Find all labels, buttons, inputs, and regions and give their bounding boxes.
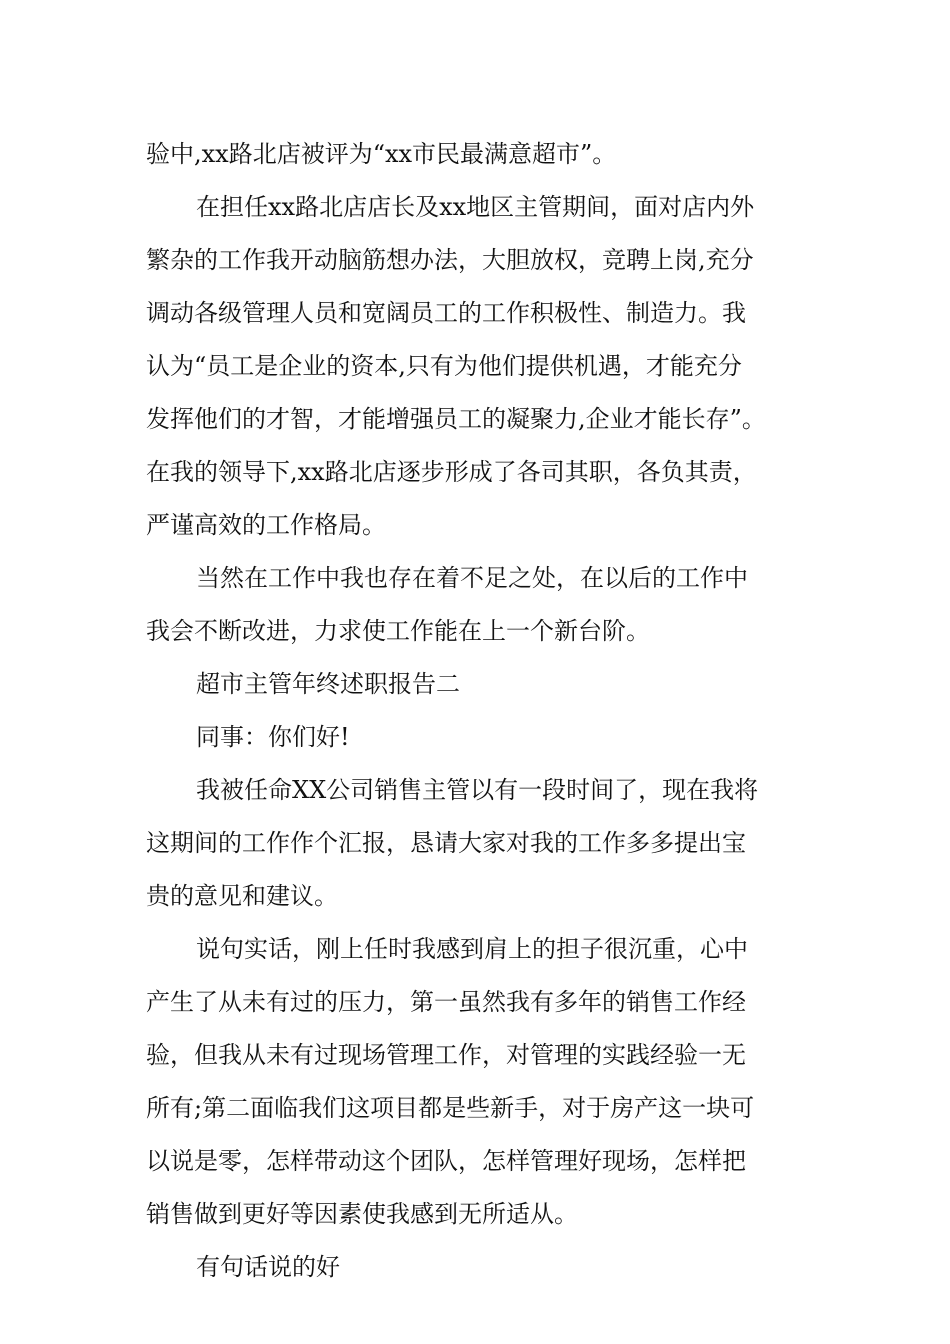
text-line: 这期间的工作作个汇报，恳请大家对我的工作多多提出宝 [146, 829, 746, 857]
text-line: 产生了从未有过的压力，第一虽然我有多年的销售工作经 [146, 988, 746, 1016]
text-line: 有句话说的好 [196, 1253, 340, 1281]
text-line: 我被任命XX公司销售主管以有一段时间了，现在我将 [196, 776, 759, 804]
text-line: 调动各级管理人员和宽阔员工的工作积极性、制造力。我 [146, 299, 746, 327]
text-line: 在我的领导下,xx路北店逐步形成了各司其职，各负其责， [146, 458, 757, 486]
text-line: 以说是零，怎样带动这个团队，怎样管理好现场，怎样把 [146, 1147, 746, 1175]
text-line: 验中,xx路北店被评为“xx市民最满意超市”。 [146, 140, 617, 168]
text-line: 认为“员工是企业的资本,只有为他们提供机遇，才能充分 [146, 352, 742, 380]
text-line: 我会不断改进，力求使工作能在上一个新台阶。 [146, 617, 650, 645]
text-line: 贵的意见和建议。 [146, 882, 338, 910]
section-heading: 超市主管年终述职报告二 [196, 670, 460, 698]
text-line: 繁杂的工作我开动脑筋想办法，大胆放权，竞聘上岗,充分 [146, 246, 754, 274]
text-line: 当然在工作中我也存在着不足之处，在以后的工作中 [196, 564, 748, 592]
text-line: 发挥他们的才智，才能增强员工的凝聚力,企业才能长存”。 [146, 405, 766, 433]
text-line: 说句实话，刚上任时我感到肩上的担子很沉重，心中 [196, 935, 748, 963]
text-line: 所有;第二面临我们这项目都是些新手，对于房产这一块可 [146, 1094, 755, 1122]
text-line: 严谨高效的工作格局。 [146, 511, 386, 539]
text-line: 验，但我从未有过现场管理工作，对管理的实践经验一无 [146, 1041, 746, 1069]
salutation: 同事：你们好! [196, 723, 350, 751]
text-line: 销售做到更好等因素使我感到无所适从。 [146, 1200, 578, 1228]
document-body [146, 128, 826, 1294]
text-line: 在担任xx路北店店长及xx地区主管期间，面对店内外 [196, 193, 755, 221]
